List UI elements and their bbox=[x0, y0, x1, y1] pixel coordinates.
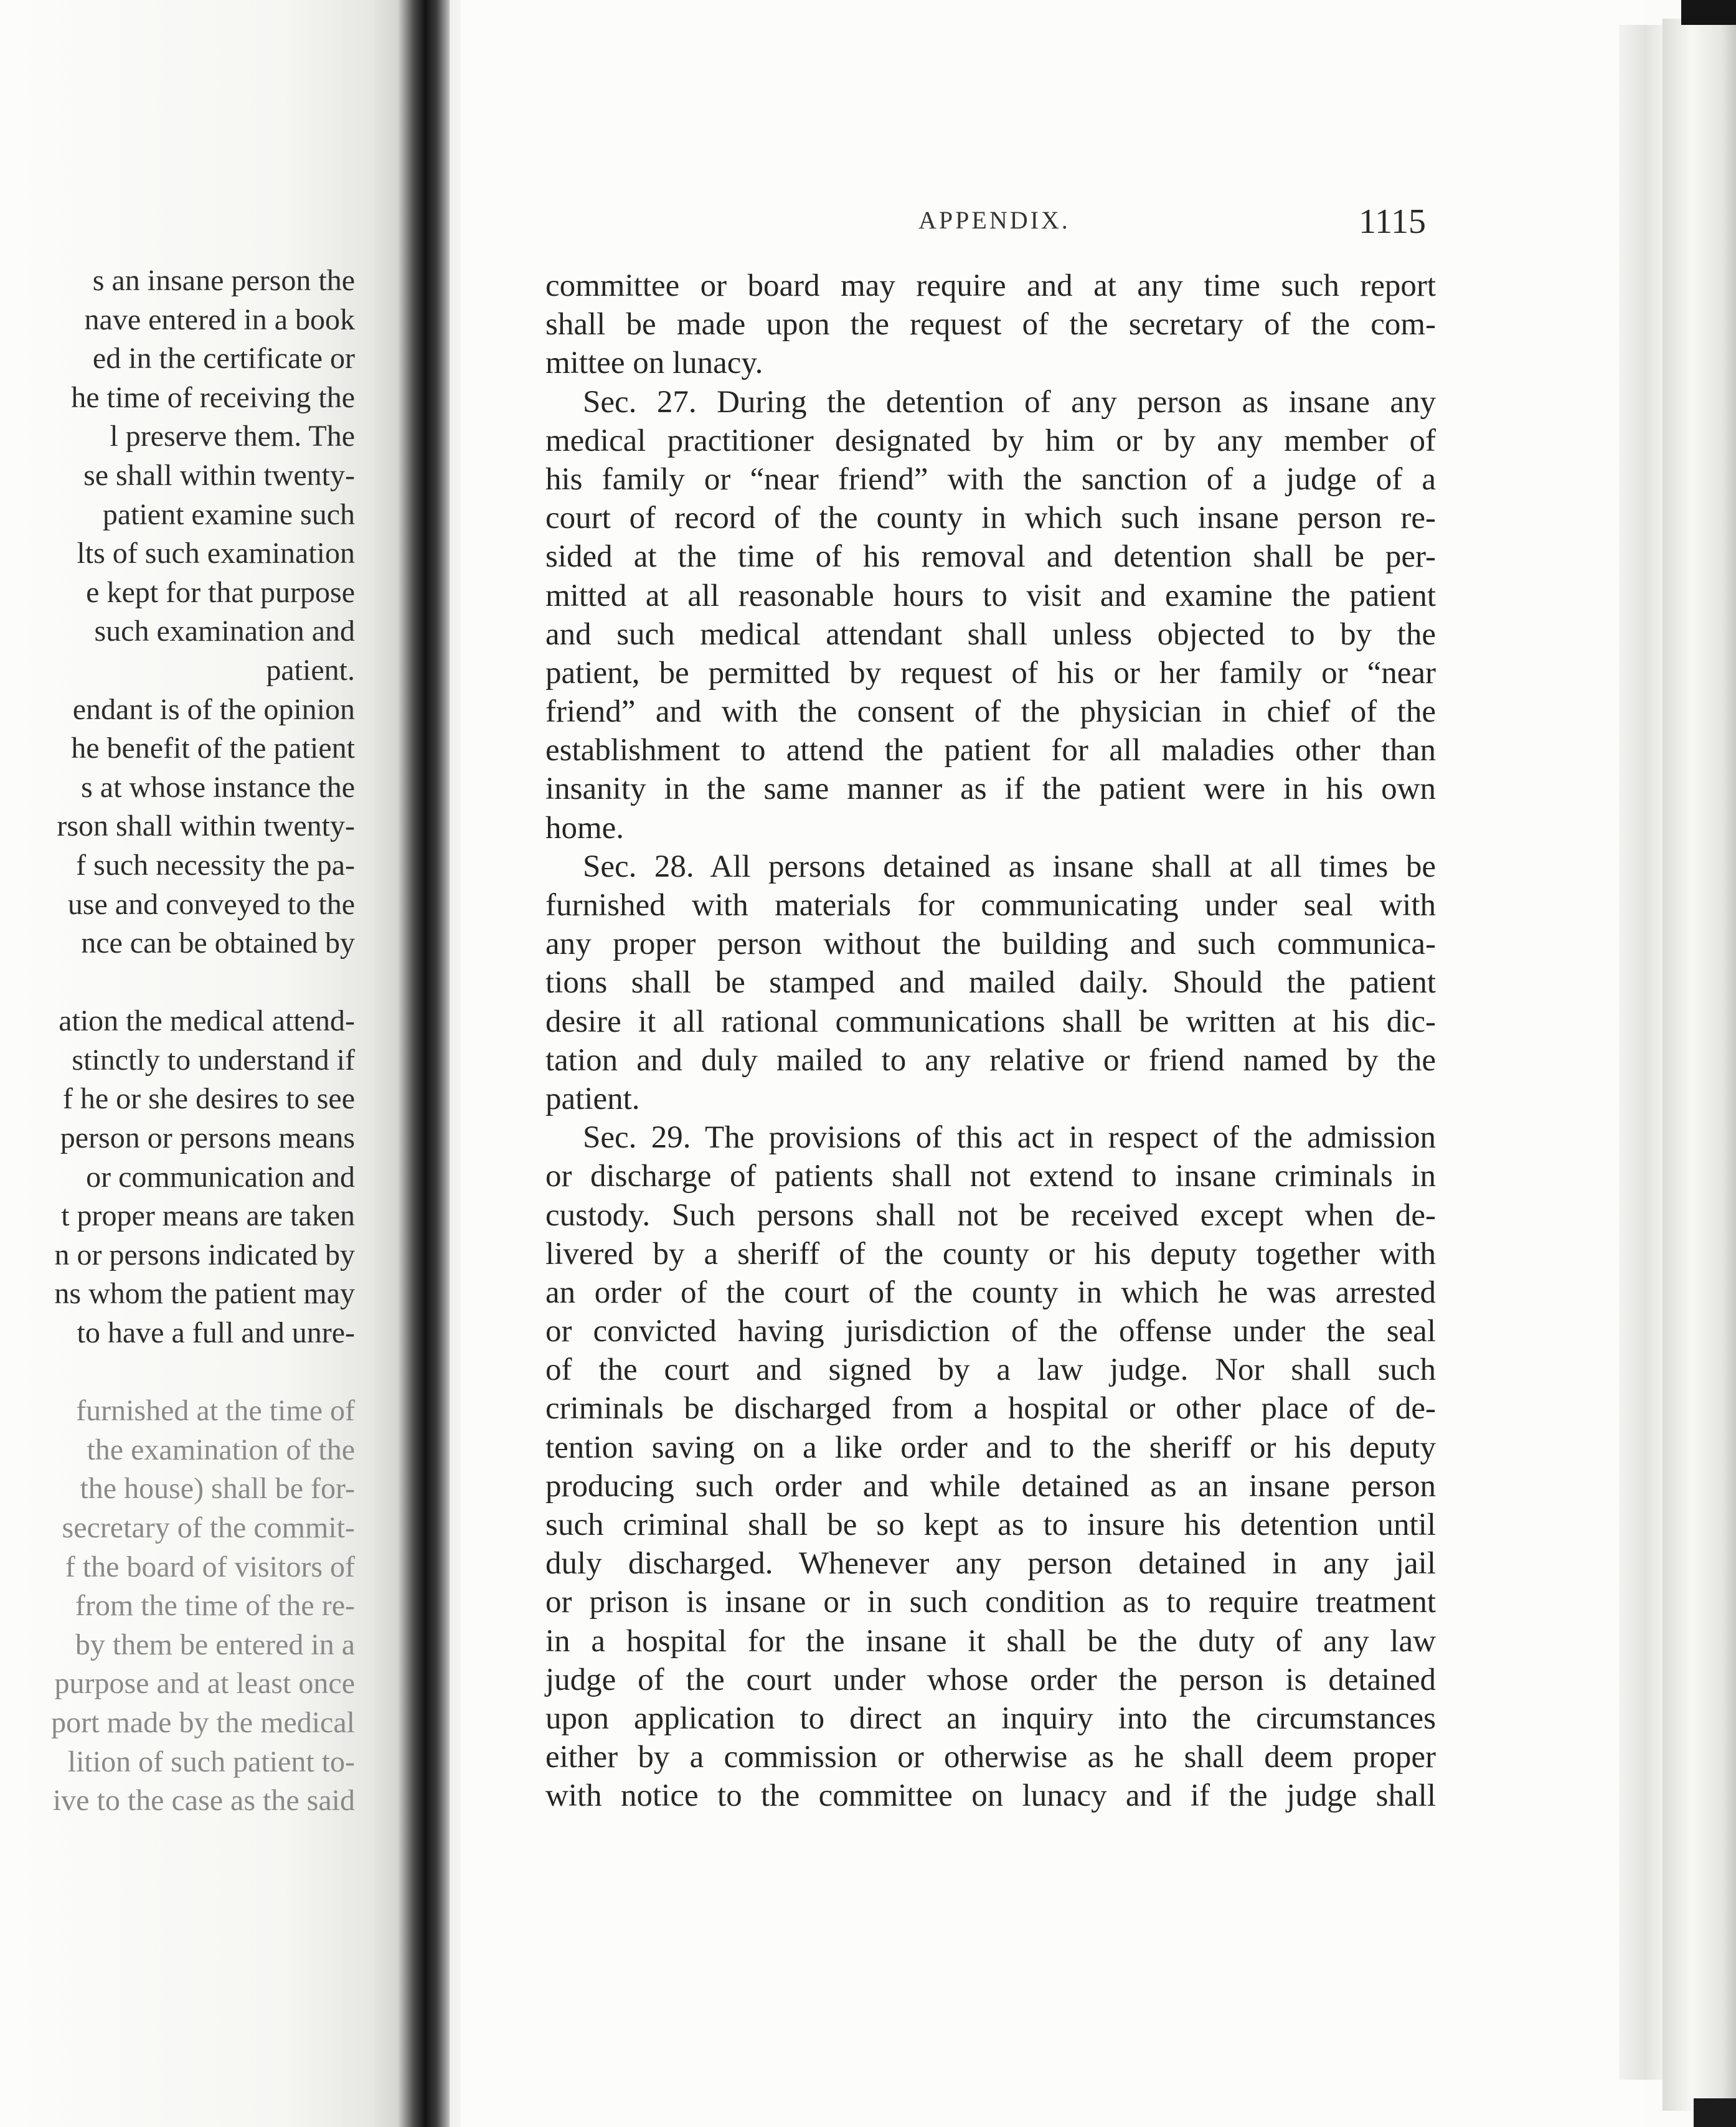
left-page-line: person or persons means bbox=[60, 1121, 355, 1155]
book-gutter bbox=[397, 0, 453, 2127]
left-page-line: ns whom the patient may bbox=[54, 1277, 355, 1311]
left-page-line: furnished at the time of bbox=[76, 1394, 355, 1428]
body-line: such criminal shall be so kept as to insure his detention until bbox=[545, 1507, 1436, 1542]
left-page-line: s at whose instance the bbox=[81, 770, 355, 804]
left-page-line: ive to the case as the said bbox=[52, 1784, 355, 1818]
section-start-line: Sec. 29. The provisions of this act in respect of the admission bbox=[583, 1120, 1436, 1156]
body-line: any proper person without the building and such communica- bbox=[545, 927, 1436, 962]
left-page-line: port made by the medical bbox=[51, 1705, 355, 1739]
left-page-line: the examination of the bbox=[87, 1433, 355, 1466]
page-stack-edge bbox=[1619, 25, 1663, 2080]
left-page-line: l preserve them. The bbox=[110, 420, 355, 453]
left-page bbox=[0, 0, 405, 2127]
scan-background-corner-bottom bbox=[1694, 2098, 1736, 2127]
body-line: in a hospital for the insane it shall be the duty of any law bbox=[545, 1623, 1436, 1659]
left-page-line: endant is of the opinion bbox=[72, 692, 355, 726]
body-line: home. bbox=[545, 810, 625, 846]
body-line: or discharge of patients shall not extend to insane criminals in bbox=[545, 1159, 1436, 1194]
left-page-line: purpose and at least once bbox=[54, 1667, 355, 1700]
body-line: livered by a sheriff of the county or his deputy together with bbox=[545, 1236, 1436, 1271]
left-page-line: such examination and bbox=[94, 615, 355, 648]
left-page-line: n or persons indicated by bbox=[54, 1238, 355, 1271]
left-page-line: patient. bbox=[266, 653, 355, 687]
left-page-gap bbox=[0, 963, 355, 1002]
left-page-line: f he or she desires to see bbox=[62, 1082, 355, 1116]
body-line: or prison is insane or in such condition as to require treatment bbox=[545, 1585, 1436, 1620]
section-start-line: Sec. 28. All persons detained as insane shall at all times be bbox=[583, 849, 1436, 884]
left-page-line: he benefit of the patient bbox=[71, 732, 355, 765]
body-line: producing such order and while detained as an insane person bbox=[545, 1468, 1436, 1504]
body-line: his family or “near friend” with the sanction of a judge of a bbox=[545, 461, 1436, 497]
left-page-line: ed in the certificate or bbox=[92, 342, 355, 375]
running-head-title: APPENDIX. bbox=[918, 206, 1070, 234]
left-page-line: he time of receiving the bbox=[71, 380, 355, 414]
right-page-body-text bbox=[545, 266, 1436, 1816]
left-page-line: by them be entered in a bbox=[75, 1628, 355, 1661]
body-line: patient, be permitted by request of his or her family or “near bbox=[545, 655, 1436, 691]
left-page-line: lition of such patient to- bbox=[67, 1745, 355, 1778]
left-page-gap bbox=[0, 1353, 355, 1392]
body-line: tation and duly mailed to any relative or friend named by the bbox=[545, 1042, 1436, 1078]
left-page-line: nce can be obtained by bbox=[81, 927, 355, 960]
body-line: insanity in the same manner as if the patient were in his own bbox=[545, 771, 1436, 807]
body-line: furnished with materials for communicating under seal with bbox=[545, 888, 1436, 923]
body-line: judge of the court under whose order the person is detained bbox=[545, 1662, 1436, 1697]
scan-background-corner bbox=[1681, 0, 1736, 25]
page-number: 1115 bbox=[1359, 202, 1426, 241]
body-line: medical practitioner designated by him or by any member of bbox=[545, 423, 1436, 458]
body-line: criminals be discharged from a hospital or other place of de- bbox=[545, 1391, 1436, 1427]
left-page-line: use and conveyed to the bbox=[67, 887, 355, 921]
body-line: with notice to the committee on lunacy and if the judge shall bbox=[545, 1778, 1436, 1814]
section-start-line: Sec. 27. During the detention of any person as insane any bbox=[583, 384, 1436, 420]
body-line: of the court and signed by a law judge. Nor shall such bbox=[545, 1352, 1436, 1388]
body-line: or convicted having jurisdiction of the offense under the seal bbox=[545, 1314, 1436, 1349]
body-line: sided at the time of his removal and detention shall be per- bbox=[545, 539, 1436, 575]
body-line: tions shall be stamped and mailed daily. Should the patient bbox=[545, 965, 1436, 1001]
body-line: an order of the court of the county in which he was arrested bbox=[545, 1275, 1436, 1310]
body-line: court of record of the county in which such insane person re- bbox=[545, 501, 1436, 536]
body-line: upon application to direct an inquiry into the circumstances bbox=[545, 1700, 1436, 1736]
body-line: friend” and with the consent of the physician in chief of the bbox=[545, 694, 1436, 730]
left-page-line: ation the medical attend- bbox=[59, 1004, 355, 1038]
body-line: tention saving on a like order and to the sheriff or his deputy bbox=[545, 1430, 1436, 1465]
left-page-line: s an insane person the bbox=[92, 264, 355, 297]
left-page-line: secretary of the commit- bbox=[62, 1511, 355, 1544]
body-line: establishment to attend the patient for all maladies other than bbox=[545, 733, 1436, 768]
left-page-line: e kept for that purpose bbox=[86, 575, 355, 609]
left-page-text bbox=[0, 262, 355, 1821]
body-line: desire it all rational communications shall be written at his dic- bbox=[545, 1004, 1436, 1039]
left-page-line: nave entered in a book bbox=[84, 303, 355, 336]
left-page-line: f the board of visitors of bbox=[65, 1550, 355, 1583]
body-line: either by a commission or otherwise as he shall deem proper bbox=[545, 1740, 1436, 1775]
left-page-line: to have a full and unre- bbox=[77, 1316, 355, 1350]
left-page-line: lts of such examination bbox=[77, 537, 355, 570]
page-stack-edge-outer bbox=[1663, 19, 1736, 2111]
left-page-line: rson shall within twenty- bbox=[57, 809, 355, 843]
body-line: committee or board may require and at any time such report bbox=[545, 268, 1436, 303]
body-line: mittee on lunacy. bbox=[545, 346, 763, 381]
left-page-line: or communication and bbox=[86, 1160, 355, 1194]
body-line: shall be made upon the request of the secretary of the com- bbox=[545, 307, 1436, 342]
left-page-line: f such necessity the pa- bbox=[76, 848, 355, 882]
body-line: custody. Such persons shall not be received except when de- bbox=[545, 1197, 1436, 1233]
body-line: mitted at all reasonable hours to visit and examine the patient bbox=[545, 578, 1436, 613]
left-page-line: patient examine such bbox=[102, 498, 355, 531]
left-page-line: the house) shall be for- bbox=[80, 1472, 355, 1506]
left-page-line: t proper means are taken bbox=[61, 1199, 355, 1233]
body-line: duly discharged. Whenever any person detained in any jail bbox=[545, 1546, 1436, 1582]
running-head bbox=[461, 202, 1432, 249]
left-page-line: se shall within twenty- bbox=[83, 458, 355, 492]
left-page-line: stinctly to understand if bbox=[72, 1043, 355, 1077]
body-line: patient. bbox=[545, 1081, 640, 1116]
left-page-line: from the time of the re- bbox=[75, 1589, 355, 1623]
body-line: and such medical attendant shall unless objected to by the bbox=[545, 616, 1436, 652]
